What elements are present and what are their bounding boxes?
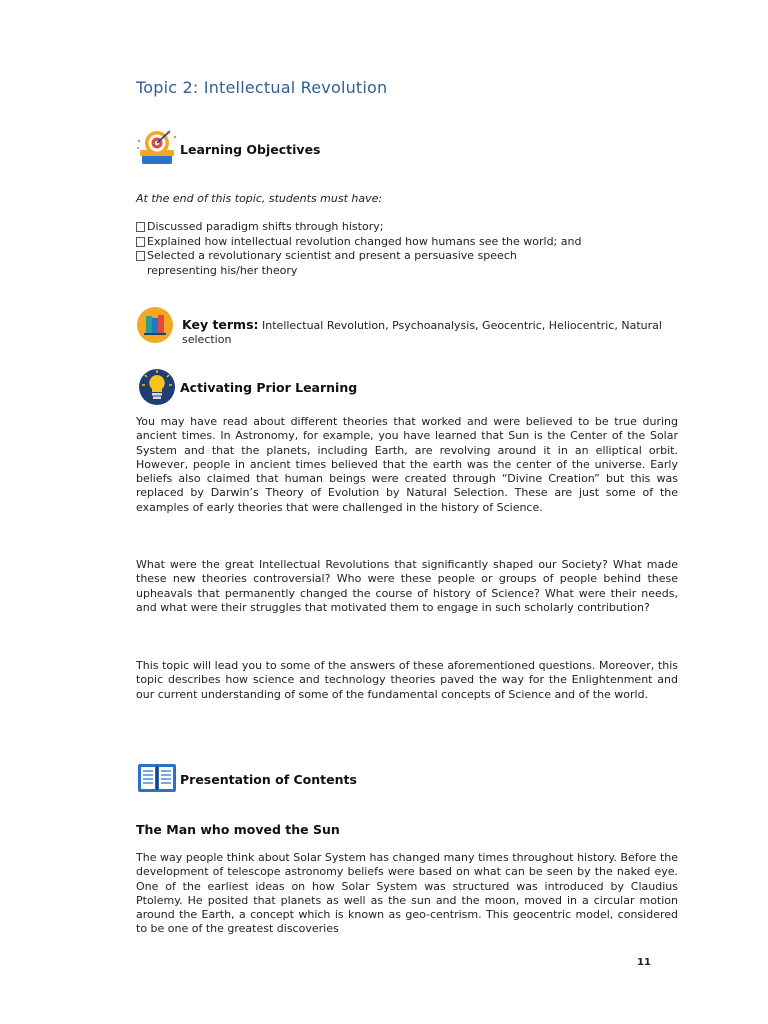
target-icon [136,128,178,170]
checkbox-glyph [136,237,145,247]
prior-learning-label: Activating Prior Learning [180,379,358,395]
key-terms-label: Key terms: [182,317,259,332]
presentation-heading [136,758,357,800]
books-icon [134,304,176,346]
open-book-icon [136,758,178,800]
prior-paragraph-3: This topic will lead you to some of the answers of these aforementioned questions. Moreover, this topic describes how science and technology theories paved the way for the Enlightenment and our current understanding of some of the fundamental concepts of Science and of the world. [136,659,678,701]
list-item [136,249,666,278]
presentation-label: Presentation of Contents [180,771,357,787]
key-terms [182,318,677,347]
list-item [136,220,666,235]
topic-title: Topic 2: Intellectual Revolution [136,78,388,97]
prior-learning-heading [136,366,357,408]
list-item [136,235,666,250]
learning-objectives-label: Learning Objectives [180,141,321,157]
objective-text: Selected a revolutionary scientist and present a persuasive speech representing his/her theory [147,249,517,277]
objective-text: Explained how intellectual revolution changed how humans see the world; and [147,234,582,248]
page-number: 11 [637,957,651,968]
learning-objectives-heading [136,128,321,170]
key-terms-text: Intellectual Revolution, Psychoanalysis, Geocentric, Heliocentric, Natural selection [182,319,662,346]
lightbulb-icon [136,366,178,408]
prior-paragraph-2: What were the great Intellectual Revolutions that significantly shaped our Society? What made these new theories controversial? Who were these people or groups of people behind these upheavals that permanently changed the course of history of Science? What were their needs, and what were their struggles that motivated them to engage in such scholarly contribution? [136,558,678,614]
prior-paragraph-1: You may have read about different theories that worked and were believed to be true during ancient times. In Astronomy, for example, you have learned that Sun is the Center of the Solar System and that the planets, including Earth, are revolving around it in an elliptical orbit. However, people in ancient times believed that the earth was the center of the universe. Early beliefs also claimed that human beings were created through “Divine Creation” but this was replaced by Darwin’s Theory of Evolution by Natural Selection. These are just some of the examples of early theories that were challenged in the history of Science. [136,415,678,514]
content-paragraph: The way people think about Solar System has changed many times throughout history. Before the development of telescope astronomy beliefs were based on what can be seen by the naked eye. One of the earliest ideas on how Solar System was structured was introduced by Claudius Ptolemy. He posited that planets as well as the sun and the moon, moved in a circular motion around the Earth, a concept which is known as geo-centrism. This geocentric model, considered to be one of the greatest discoveries [136,851,678,936]
content-subheading: The Man who moved the Sun [136,822,340,837]
objectives-intro: At the end of this topic, students must have: [136,192,383,205]
checkbox-glyph [136,222,145,232]
checkbox-glyph [136,251,145,261]
objectives-list [136,220,666,278]
objective-text: Discussed paradigm shifts through history; [147,220,384,233]
